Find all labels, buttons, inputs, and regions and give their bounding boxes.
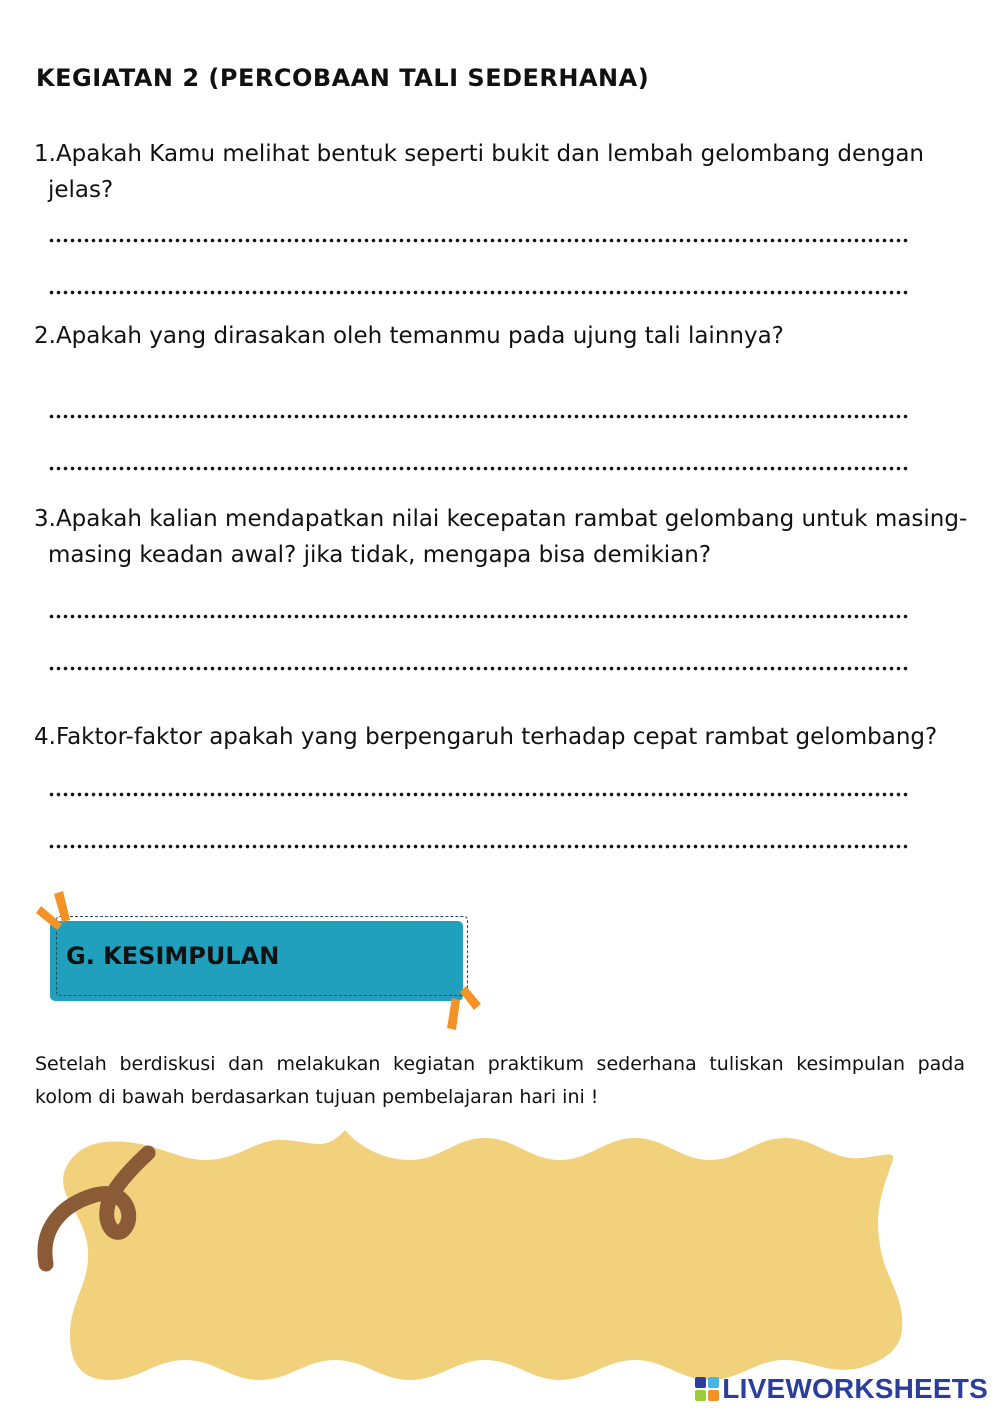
liveworksheets-watermark [695, 1373, 988, 1405]
watermark-text: LIVEWORKSHEETS [722, 1373, 988, 1404]
instruction-text: Setelah berdiskusi dan melakukan kegiatan praktikum sederhana tuliskan kesimpulan pada kolom di bawah berdasarkan tujuan pembelajaran hari ini ! [35, 1053, 965, 1108]
question-text: 4.Faktor-faktor apakah yang berpengaruh terhadap cepat rambat gelombang? [34, 724, 938, 750]
activity-title: KEGIATAN 2 (PERCOBAAN TALI SEDERHANA) [36, 64, 650, 92]
liveworksheets-logo-icon [695, 1377, 719, 1401]
section-title: G. KESIMPULAN [66, 942, 280, 970]
question-text: 3.Apakah kalian mendapatkan nilai kecepatan rambat gelombang untuk masing-masing keadan awal? jika tidak, mengapa bisa demikian? [34, 506, 968, 568]
question-text: 1.Apakah Kamu melihat bentuk seperti bukit dan lembah gelombang dengan jelas? [34, 141, 925, 203]
question-text: 2.Apakah yang dirasakan oleh temanmu pada ujung tali lainnya? [34, 323, 784, 349]
answer-box-shape [63, 1130, 902, 1380]
